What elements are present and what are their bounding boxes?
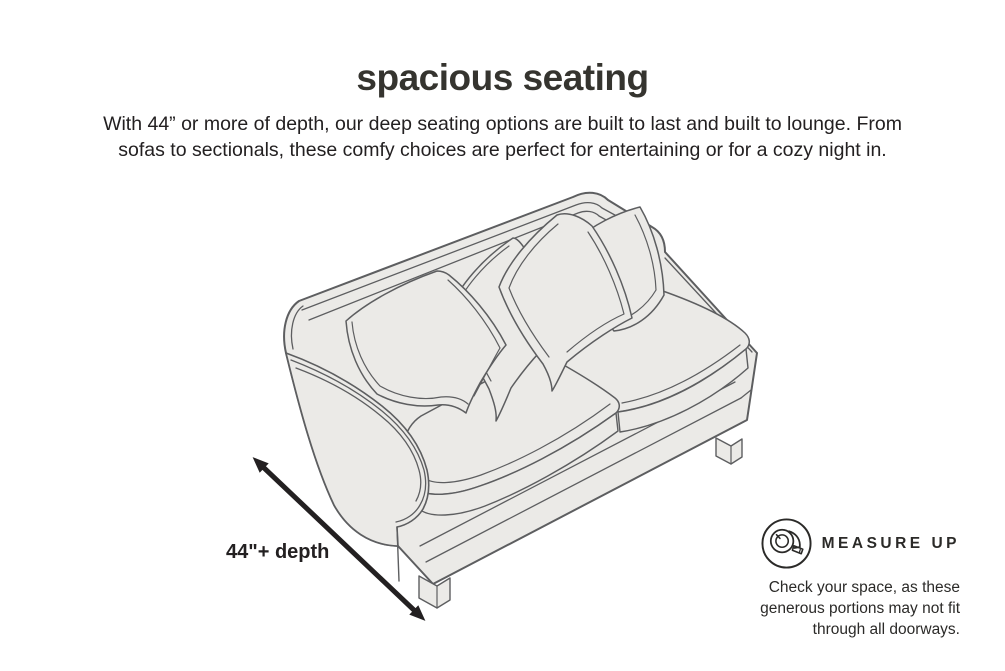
measure-up-note: Check your space, as these generous portions may not fit through all doorways. <box>760 579 960 638</box>
measure-up-heading: MEASURE UP <box>821 534 960 552</box>
page-title: spacious seating <box>356 57 649 98</box>
depth-dimension-label: 44"+ depth <box>226 541 330 563</box>
measure-up-header <box>742 517 960 570</box>
sofa-line-drawing <box>284 193 757 608</box>
page-description: With 44” or more of depth, our deep seating options are built to last and built to lounge. From sofas to sectionals, these comfy choices are perfect for entertaining or for a cozy night in. <box>103 113 902 161</box>
measure-up-section <box>742 517 960 640</box>
tape-measure-icon <box>760 517 813 570</box>
